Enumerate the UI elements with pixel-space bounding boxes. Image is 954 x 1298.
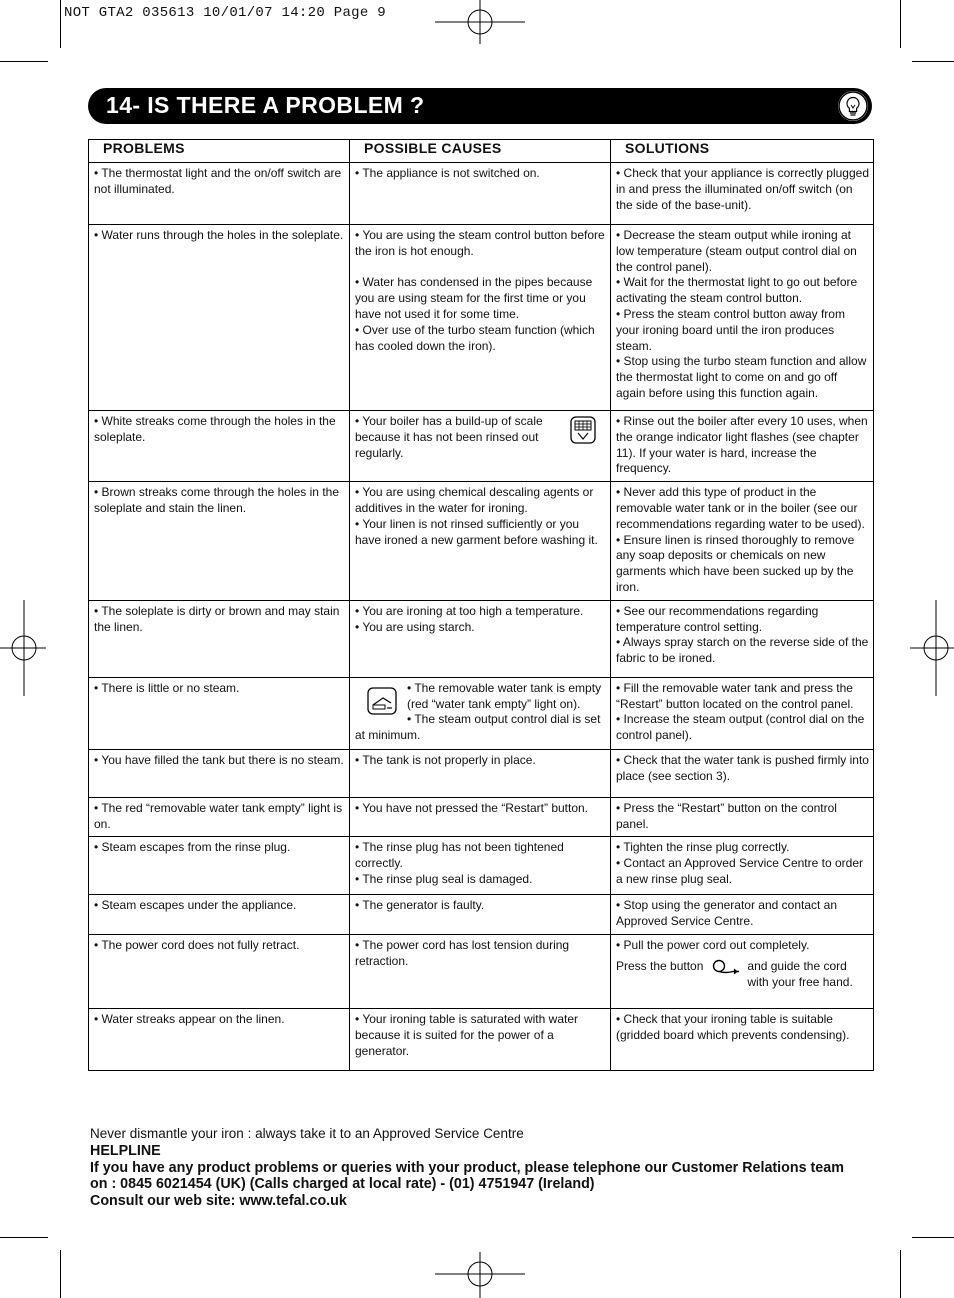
footer [90, 1126, 850, 1210]
column-header-solutions: SOLUTIONS [611, 140, 874, 163]
solution-cell: • Fill the removable water tank and press the “Restart” button located on the control panel. • Increase the steam output (control dial on the control panel). [611, 677, 874, 749]
registration-mark-right [908, 600, 954, 696]
footer-note: Never dismantle your iron : always take it to an Approved Service Centre [90, 1126, 524, 1141]
table-row [89, 482, 874, 601]
problem-cell: • Water streaks appear on the linen. [89, 1008, 350, 1070]
cause-cell: • Your boiler has a build-up of scale because it has not been rinsed out regularly. [350, 411, 611, 482]
table-row [89, 895, 874, 935]
print-header: NOT GTA2 035613 10/01/07 14:20 Page 9 [64, 5, 386, 21]
problem-cell: • Steam escapes from the rinse plug. [89, 837, 350, 895]
table-row [89, 600, 874, 677]
helpline-label: HELPLINE [90, 1142, 161, 1159]
column-header-causes: POSSIBLE CAUSES [350, 140, 611, 163]
website-text: Consult our web site: www.tefal.co.uk [90, 1193, 347, 1210]
cause-cell: • You have not pressed the “Restart” button. [350, 797, 611, 837]
registration-mark-left [0, 600, 48, 696]
solution-cell: • Check that the water tank is pushed firmly into place (see section 3). [611, 749, 874, 797]
solution-cell: • Check that your appliance is correctly plugged in and press the illuminated on/off switch (on the side of the base-unit). [611, 163, 874, 225]
bulb-icon [838, 91, 868, 121]
registration-mark-top [435, 0, 525, 48]
section-title: 14- IS THERE A PROBLEM ? [106, 92, 425, 118]
table-row [89, 837, 874, 895]
cause-cell: • The generator is faulty. [350, 895, 611, 935]
cause-cell: • The rinse plug has not been tightened correctly. • The rinse plug seal is damaged. [350, 837, 611, 895]
scale-boiler-icon [570, 416, 596, 449]
problem-cell: • White streaks come through the holes in the soleplate. [89, 411, 350, 482]
table-row [89, 163, 874, 225]
cord-rewind-button-icon [711, 959, 741, 980]
cord-instruction-after: and guide the cord with your free hand. [747, 958, 853, 989]
problem-cell: • There is little or no steam. [89, 677, 350, 749]
table-row [89, 934, 874, 1008]
column-header-problems: PROBLEMS [89, 140, 350, 163]
table-row [89, 1008, 874, 1070]
table-row [89, 749, 874, 797]
problem-cell: • The soleplate is dirty or brown and may stain the linen. [89, 600, 350, 677]
solution-cell: • Rinse out the boiler after every 10 uses, when the orange indicator light flashes (see chapter 11). If your water is hard, increase the frequency. [611, 411, 874, 482]
solution-cell: • Stop using the generator and contact an Approved Service Centre. [611, 895, 874, 935]
cause-cell: • Your ironing table is saturated with water because it is suited for the power of a generator. [350, 1008, 611, 1070]
helpline-text: If you have any product problems or queries with your product, please telephone our Customer Relations team on : 0845 6021454 (UK) (Calls charged at local rate) - (01) 4751947 (Ireland) [90, 1159, 844, 1193]
table-row [89, 797, 874, 837]
water-tank-icon [367, 687, 397, 720]
troubleshooting-table [88, 139, 874, 1071]
section-banner [88, 88, 872, 124]
problem-cell: • The red “removable water tank empty” light is on. [89, 797, 350, 837]
cause-cell: • The tank is not properly in place. [350, 749, 611, 797]
cause-cell: • The power cord has lost tension during retraction. [350, 934, 611, 1008]
cause-cell: • You are using the steam control button before the iron is hot enough. • Water has condensed in the pipes because you are using steam for the first time or you have not used it for some time. • Over use of the turbo steam function (which has cooled down the iron). [350, 225, 611, 411]
solution-cell: • See our recommendations regarding temperature control setting. • Always spray starch on the reverse side of the fabric to be ironed. [611, 600, 874, 677]
solution-cell: • Tighten the rinse plug correctly. • Contact an Approved Service Centre to order a new rinse plug seal. [611, 837, 874, 895]
solution-cell: • Check that your ironing table is suitable (gridded board which prevents condensing). [611, 1008, 874, 1070]
solution-cell: • Decrease the steam output while ironing at low temperature (steam output control dial on the control panel). • Wait for the thermostat light to go out before activating the steam control button. • Press the steam control button away from your ironing board until the iron produces steam. • Stop using the turbo steam function and allow the thermostat light to come on and go off again before using this function again. [611, 225, 874, 411]
cord-instruction-before: Press the button [616, 958, 704, 973]
solution-cell: • Pull the power cord out completely. Press the button and guide the cord with your free hand. [611, 934, 874, 1008]
problem-cell: • Water runs through the holes in the soleplate. [89, 225, 350, 411]
solution-cell: • Never add this type of product in the removable water tank or in the boiler (see our recommendations regarding water to be used). • Ensure linen is rinsed thoroughly to remove any soap deposits or chemicals on new garments which have been sucked up by the iron. [611, 482, 874, 601]
problem-cell: • The power cord does not fully retract. [89, 934, 350, 1008]
problem-cell: • The thermostat light and the on/off switch are not illuminated. [89, 163, 350, 225]
cord-instruction [616, 959, 869, 991]
table-row [89, 677, 874, 749]
table-header-row [89, 140, 874, 163]
cause-cell: • You are ironing at too high a temperature. • You are using starch. [350, 600, 611, 677]
problem-cell: • Brown streaks come through the holes in the soleplate and stain the linen. [89, 482, 350, 601]
problem-cell: • You have filled the tank but there is no steam. [89, 749, 350, 797]
cause-cell: • The appliance is not switched on. [350, 163, 611, 225]
registration-mark-bottom [435, 1250, 525, 1298]
table-row [89, 411, 874, 482]
solution-cell: • Press the “Restart” button on the control panel. [611, 797, 874, 837]
problem-cell: • Steam escapes under the appliance. [89, 895, 350, 935]
table-row [89, 225, 874, 411]
cause-cell: • The removable water tank is empty (red “water tank empty” light on). • The steam output control dial is set at minimum. [350, 677, 611, 749]
cause-cell: • You are using chemical descaling agents or additives in the water for ironing. • Your linen is not rinsed sufficiently or you have ironed a new garment before washing it. [350, 482, 611, 601]
